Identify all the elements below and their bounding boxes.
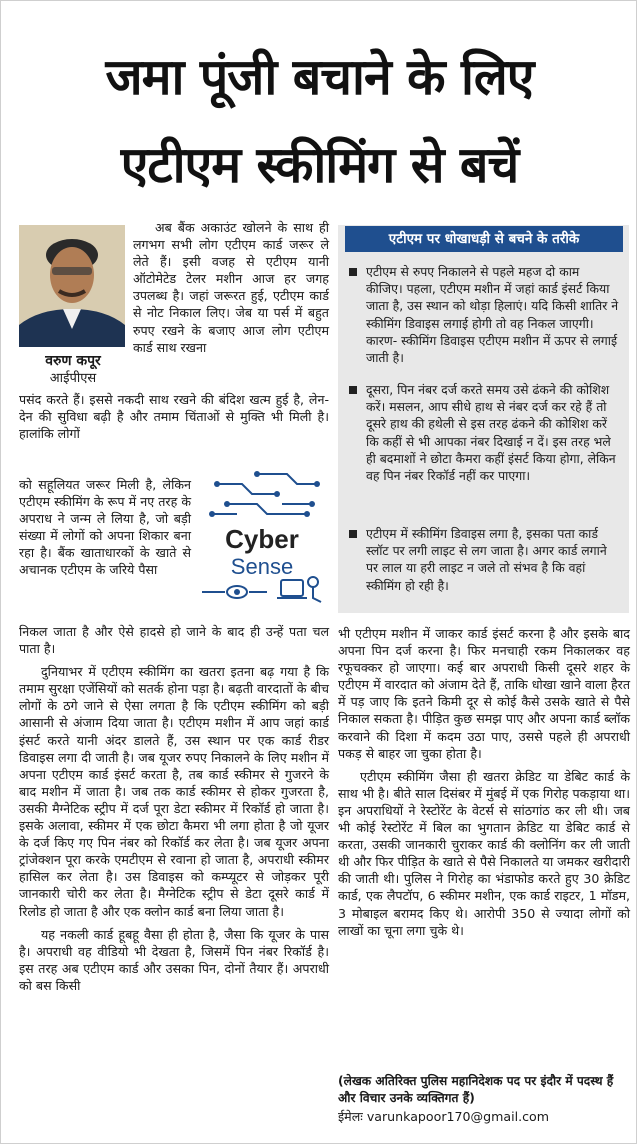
author-photo: [19, 225, 125, 347]
article-text: निकल जाता है और ऐसे हादसे हो जाने के बाद ही उन्हें पता चल पाता है।: [19, 624, 329, 657]
square-bullet-icon: [349, 386, 357, 394]
article-text: एटीएम स्कीमिंग जैसा ही खतरा क्रेडिट या डेबिट कार्ड के साथ भी है। बीते साल दिसंबर में मुंबई में एक गिरोह पकड़ाया था। इन अपराधियों ने रेस्टोरेंट के वेटर्स से सांठगांठ कर ली थी। जब भी कोई रेस्टोरेंट में बिल का भुगतान क्रेडिट या डेबिट कार्ड से करता, उसकी जानकारी चुराकर कार्ड की क्लोनिंग कर ली जाती थी और फिर पीड़ित के खाते से पैसे निकालते या जमकर खरीदारी की जाती थी। पुलिस ने गिरोह का भंडाफोड करते हुए 30 क्रेडिट कार्ड, एक लैपटॉप, 6 स्कीमर मशीन, एक कार्ड राइटर, 1 मॉडम, 3 मोबाइल बरामद किए थे। आरोपी 350 से ज्यादा लोगों को लाखों का चूना लगा चुके थे।: [338, 768, 630, 938]
article-text: अब बैंक अकाउंट खोलने के साथ ही लगभग सभी लोग एटीएम कार्ड जरूर ले लेते हैं। इसी वजह से एटीएम यानी ऑटोमेटेड टेलर मशीन आज हर जगह उपलब्ध है। जहां जरूरत हुई, एटीएम कार्ड से नोट निकाल लिए। जेब या पर्स में बहुत रुपए रखने के बजाए आज लोग एटीएम कार्ड साथ रखना: [133, 220, 329, 355]
headline-line-1: जमा पूंजी बचाने के लिए: [105, 48, 534, 106]
logo-word-sense: Sense: [230, 554, 294, 579]
square-bullet-icon: [349, 268, 357, 276]
logo-word-cyber: Cyber: [225, 524, 299, 554]
person-portrait-icon: [19, 225, 125, 347]
headline-line-2: एटीएम स्कीमिंग से बचें: [120, 136, 519, 194]
tip-text: एटीएम में स्कीमिंग डिवाइस लगा है, इसका पता कार्ड स्लॉट पर लगी लाइट से लग जाता है। अगर कार्ड लगाने पर लाल या हरी लाइट न जले तो संभव है कि वहां स्कीमिंग हो रही है।: [366, 526, 607, 593]
tip-text: एटीएम से रुपए निकालने से पहले महज दो काम कीजिए। पहला, एटीएम मशीन में जहां कार्ड इंसर्ट किया जाता है, उस स्थान को थोड़ा हिलाएं। यदि किसी शातिर ने स्कीमिंग डिवाइस लगाई होगी तो वह निकल जाएगी। कारण- स्कीमिंग डिवाइस एटीएम मशीन में ऊपर से लगाई जाती है।: [366, 264, 619, 366]
article-intro-full: [19, 391, 329, 442]
author-name: वरुण कपूर: [45, 353, 101, 369]
author-email: [338, 1108, 630, 1125]
article-text: दुनियाभर में एटीएम स्कीमिंग का खतरा इतना बढ़ गया है कि तमाम सुरक्षा एजेंसियों को सतर्क होना पड़ा है। बढ़ती वारदातों के बीच लोगों के ठगे जाने से ऐसा लगता है कि एटीएम स्कीमिंग को बड़ी आसानी से अंजाम दिया जाता है। एटीएम मशीन में आप जहां कार्ड इंसर्ट करते यानी अंदर डालते हैं, उस स्थान पर एक कार्ड रीडर डिवाइस लगा दी जाती है। जब यूजर रुपए निकालने के लिए मशीन में अपना एटीएम कार्ड इंसर्ट करता है, तब कार्ड स्कीमर से गुजरने के बाद मशीन में जाता है। जब तक कार्ड स्कीमर से होकर गुजरता है, उसकी मैग्नेटिक स्ट्रीप में दर्ज पूरा डेटा स्कीमर में रिकॉर्ड हो जाता है। इसके अलावा, स्कीमर में एक छोटा कैमरा भी लगा होता है जो यूजर के दर्ज किए गए पिन नंबर को रिकॉर्ड कर लेता है। जब यूजर अपना ट्रांजेक्शन पूरा करके एमटीएम से रवाना हो जाता है, अपराधी स्कीमर हासिल कर लेता है। उस डिवाइस को कम्प्यूटर से जोड़कर पूरी जानकारी चोरी कर लेता है। मैग्नेटिक स्ट्रीप से डेटा दूसरे कार्ड में रिलोड हो जाता है और एक क्लोन कार्ड बना लिया जाता है।: [19, 664, 329, 919]
author-note: (लेखक अतिरिक्त पुलिस महानिदेशक पद पर इंदौर में पदस्थ हैं और विचार उनके व्यक्तिगत हैं): [338, 1074, 614, 1105]
email-label: ईमेलः: [338, 1109, 363, 1124]
article-text: को सहूलियत जरूर मिली है, लेकिन एटीएम स्कीमिंग के रूप में नए तरह के अपराध ने जन्म ले लिया है, जो बड़ी संख्या में लोगों को अपना शिकार बना रहा है। बैंक खाताधारकों के खाते से अचानक एटीएम के जरिये पैसा: [19, 477, 191, 578]
article-text: यह नकली कार्ड हूबहू वैसा ही होता है, जैसा कि यूजर के पास है। अपराधी वह वीडियो भी देखता है, जिसमें पिन नंबर रिकॉर्ड है। इस तरह अब एटीएम कार्ड और उसका पिन, दोनों तैयार हैं। अपराधी को बस किसी: [19, 926, 329, 993]
tip-item: [349, 525, 619, 594]
author-title: आईपीएस: [49, 371, 97, 386]
article-intro-wrap-logo: [19, 476, 191, 579]
article-body-right: [338, 625, 630, 939]
cyber-circuit-icon: [197, 464, 327, 606]
tip-text: दूसरा, पिन नंबर दर्ज करते समय उसे ढंकने की कोशिश करें। मसलन, आप सीधे हाथ से नंबर दर्ज कर रहे हैं तो दूसरे हाथ की हथेली से इस तरह ढंकने की कोशिश करें कि कहीं से भी आपका नंबर दिखाई न दें। इस तरह भले ही बदमाशों ने छोटा कैमरा कहीं इंसर्ट किया होगा, लेकिन वह पिन नंबर रिकॉर्ड नहीं कर पाएगा।: [366, 382, 616, 484]
tips-sidebar-header: एटीएम पर धोखाधड़ी से बचने के तरीके: [345, 226, 623, 252]
cyber-sense-logo: [197, 464, 327, 606]
article-intro-wrap-top: [133, 219, 329, 356]
article-text: पसंद करते हैं। इससे नकदी साथ रखने की बंदिश खत्म हुई है, लेन-देन की सुविधा बढ़ी है और तमाम चिंताओं से मुक्ति भी मिली है। हालांकि लोगों: [19, 392, 329, 442]
tip-item: [349, 381, 619, 484]
article-text: भी एटीएम मशीन में जाकर कार्ड इंसर्ट करना है और इसके बाद अपना पिन दर्ज करना है। फिर मनचाही रकम निकालकर वह रफूचक्कर हो जाएगा। कई बार अपराधी किसी दूसरे शहर के एटीएम में वारदात को अंजाम देते हैं, ताकि धोखा खाने वाला हैरत में पड़ जाए कि इतने किमी दूर से कोई कैसे उसके खाते से पैसे निकाल सकता है। पीड़ित कुछ समझ पाए और अपना कार्ड ब्लॉक करवाने की दिशा में कदम उठा पाए, उससे पहले ही अपराधी पकड़ से बाहर जा चुका होता है।: [338, 626, 631, 761]
email-address[interactable]: varunkapoor170@gmail.com: [366, 1109, 550, 1124]
square-bullet-icon: [349, 530, 357, 538]
tip-item: [349, 263, 619, 366]
article-body-left: [19, 623, 329, 994]
